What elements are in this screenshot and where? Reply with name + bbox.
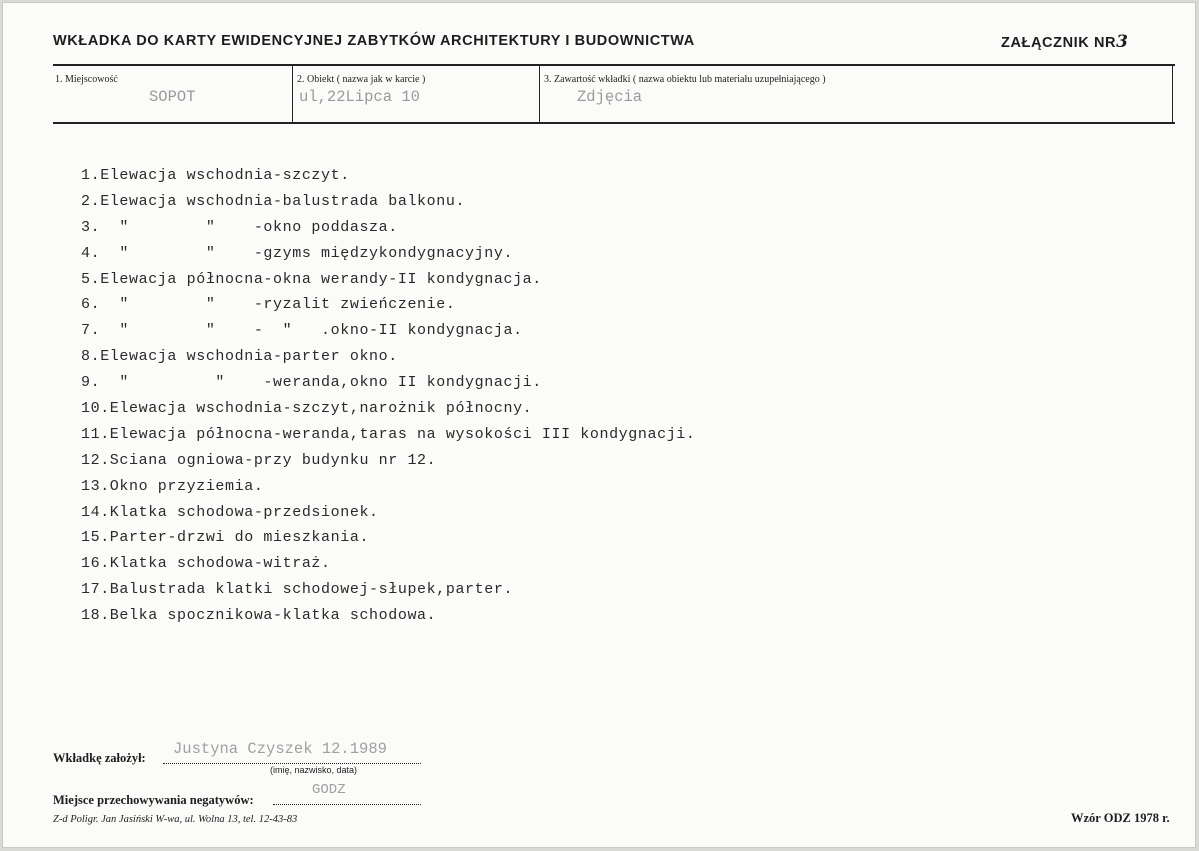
annex-label [1001,32,1129,52]
founder-value: Justyna Czyszek 12.1989 [173,740,387,758]
list-item: 11.Elewacja północna-weranda,taras na wysokości III kondygnacji. [81,425,696,443]
form-model: Wzór ODZ 1978 r. [1071,811,1170,825]
list-item: 14.Klatka schodowa-przedsionek. [81,503,379,521]
annex-label-text: ZAŁĄCZNIK NR [1001,35,1117,51]
field-divider-2 [539,65,540,123]
list-item: 13.Okno przyziemia. [81,477,264,495]
founder-dotted-line [163,763,421,764]
record-card [2,2,1196,848]
list-item: 16.Klatka schodowa-witraż. [81,555,331,573]
founder-hint: (imię, nazwisko, data) [270,765,358,775]
list-item: 10.Elewacja wschodnia-szczyt,narożnik północny. [81,400,533,418]
object-value: ul,22Lipca 10 [299,88,420,106]
list-item: 18.Belka spocznikowa-klatka schodowa. [81,607,437,625]
list-item: 6. " " -ryzalit zwieńczenie. [81,296,456,314]
field-divider-1 [292,65,293,123]
storage-value: GODZ [312,782,346,798]
list-item: 3. " " -okno poddasza. [81,218,398,236]
printer-imprint: Z-d Poligr. Jan Jasiński W-wa, ul. Wolna 13, tel. 12-43-83 [53,814,298,825]
place-label: 1. Miejscowość [55,74,118,85]
field-divider-3 [1172,65,1173,123]
header-bottom-rule [53,122,1175,124]
list-item: 17.Balustrada klatki schodowej-słupek,parter. [81,581,514,599]
content-value: Zdjęcia [577,88,643,106]
list-item: 1.Elewacja wschodnia-szczyt. [81,167,350,184]
storage-label: Miejsce przechowywania negatywów: [53,793,254,807]
list-item: 15.Parter-drzwi do mieszkania. [81,529,370,547]
list-item: 7. " " - " .okno-II kondygnacja. [81,322,523,340]
list-item: 8.Elewacja wschodnia-parter okno. [81,348,398,366]
list-item: 4. " " -gzyms międzykondygnacyjny. [81,244,514,262]
photo-list [81,163,696,629]
place-value: SOPOT [149,88,196,106]
list-item: 2.Elewacja wschodnia-balustrada balkonu. [81,192,466,210]
header-top-rule [53,64,1175,66]
list-item: 12.Sciana ogniowa-przy budynku nr 12. [81,451,437,469]
storage-dotted-line [273,804,421,805]
list-item: 5.Elewacja północna-okna werandy-II kondygnacja. [81,270,542,288]
object-label: 2. Obiekt ( nazwa jak w karcie ) [297,74,426,85]
annex-number: 3 [1116,32,1129,52]
list-item: 9. " " -weranda,okno II kondygnacji. [81,374,542,392]
content-label: 3. Zawartość wkładki ( nazwa obiektu lub materiału uzupełniającego ) [544,74,826,85]
form-title: WKŁADKA DO KARTY EWIDENCYJNEJ ZABYTKÓW ARCHITEKTURY I BUDOWNICTWA [53,33,695,49]
founder-label: Wkładkę założył: [53,751,146,765]
